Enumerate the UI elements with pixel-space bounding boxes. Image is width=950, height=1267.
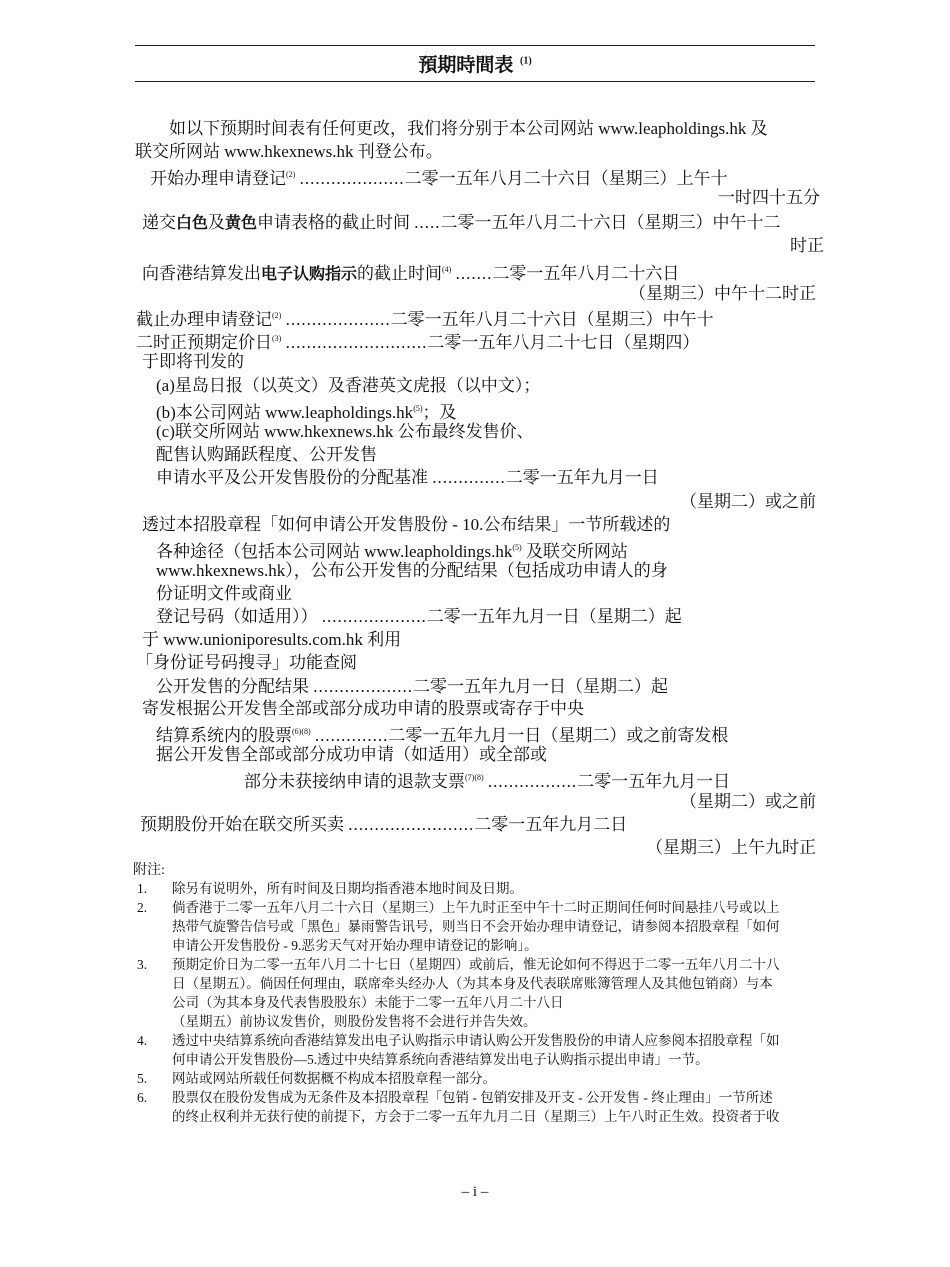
note-line: 预期定价日为二零一五年八月二十七日（星期四）或前后，惟无论如何不得迟于二零一五年八月二十八 xyxy=(172,957,780,972)
note-number: 1. xyxy=(137,881,148,896)
note-line: 的终止权利并无获行使的前提下，方会于二零一五年九月二日（星期三）上午八时正生效。投资者于收 xyxy=(172,1109,780,1124)
note-line: 何申请公开发售股份—5.透过中央结算系统向香港结算发出电子认购指示提出申请」一节。 xyxy=(172,1052,709,1067)
note-number: 4. xyxy=(137,1033,148,1048)
row-dealings-commence-cont: （星期三）上午九时正 xyxy=(646,838,816,857)
page-number: – i – xyxy=(461,1184,489,1200)
note-line: 股票仅在股份发售成为无条件及本招股章程「包销 - 包销安排及开支 - 公开发售 - 终止理由」一节所述 xyxy=(172,1090,773,1105)
row-share-certificates-1: 寄发根据公开发售全部或部分成功申请的股票或寄存于中央 xyxy=(142,699,584,718)
title-text: 預期時間表 xyxy=(418,54,514,76)
note-line: 日（星期五）。倘因任何理由，联席牵头经办人（为其本身及代表联席账簿管理人及其他包销商）与本 xyxy=(172,976,773,991)
row-announcement-a: (a)星岛日报（以英文）及香港英文虎报（以中文）； xyxy=(156,376,541,395)
row-close-application-lists: 截止办理申请登记$^{(2)}$ ....................二零一五年八月二十六日（星期三）中午十 xyxy=(136,310,714,329)
row-price-determination-date: 二时正预期定价日$^{(3)}$ ...........................二零一五年八月二十七日（星期四） xyxy=(136,333,700,352)
row-results-channels-3: www.hkexnews.hk），公布公开发售的分配结果（包括成功申请人的身 xyxy=(156,561,668,580)
note-line: （星期五）前协议发售价，则股份发售将不会进行并告失效。 xyxy=(172,1014,537,1029)
row-id-search-2: 「身份证号码搜寻」功能查阅 xyxy=(136,653,357,672)
row-announcement-d: 配售认购踊跃程度、公开发售 xyxy=(156,445,377,464)
note-number: 5. xyxy=(137,1071,148,1086)
title-bottom-rule xyxy=(135,81,815,82)
note-number: 6. xyxy=(137,1090,148,1105)
row-results-channels-4: 份证明文件或商业 xyxy=(156,584,292,603)
note-number: 3. xyxy=(137,957,148,972)
row-results-channels-5: 登记号码（如适用）） ....................二零一五年九月一日（星期二）起 xyxy=(156,607,682,626)
row-white-yellow-form-deadline: 递交白色及黄色申请表格的截止时间 .....二零一五年八月二十六日（星期三）中午十二 xyxy=(142,213,781,232)
row-eipo-instruction-deadline: 向香港结算发出电子认购指示的截止时间$^{(4)}$ .......二零一五年八月二十六日 xyxy=(142,264,680,283)
row-id-search-3: 公开发售的分配结果 ...................二零一五年九月一日（星期二）起 xyxy=(156,677,668,696)
row-share-certificates-2: 结算系统内的股票$^{(6)(8)}$ ..............二零一五年九月一日（星期二）或之前寄发根 xyxy=(156,726,729,745)
intro-line-2: 联交所网站 www.hkexnews.hk 刊登公布。 xyxy=(135,142,443,161)
intro-line-1: 如以下预期时间表有任何更改，我们将分别于本公司网站 www.leapholdings.hk 及 xyxy=(169,119,768,138)
row-open-application-lists-cont: 一时四十五分 xyxy=(718,188,820,207)
row-white-yellow-form-deadline-cont: 时正 xyxy=(790,236,824,255)
title-footnote-ref: (1) xyxy=(519,55,532,67)
row-allotment-basis-cont: （星期二）或之前 xyxy=(680,492,816,511)
row-id-search-1: 于 www.unioniporesults.com.hk 利用 xyxy=(142,630,402,649)
row-announcement-b: (b)本公司网站 $www.leapholdings.hk^{(5)}$；及 xyxy=(156,403,457,422)
row-allotment-basis: 申请水平及公开发售股份的分配基准 ..............二零一五年九月一日 xyxy=(156,468,659,487)
row-refund-cheques-cont: （星期二）或之前 xyxy=(680,792,816,811)
note-line: 除另有说明外，所有时间及日期均指香港本地时间及日期。 xyxy=(172,881,523,896)
note-line: 网站或网站所载任何数据概不构成本招股章程一部分。 xyxy=(172,1071,496,1086)
row-refund-cheques-1: 据公开发售全部或部分成功申请（如适用）或全部或 xyxy=(156,745,547,764)
note-line: 热带气旋警告信号或「黑色」暴雨警告讯号，则当日不会开始办理申请登记，请参阅本招股章程「如何 xyxy=(172,919,780,934)
row-eipo-instruction-deadline-cont: （星期三）中午十二时正 xyxy=(629,284,816,303)
notes-heading: 附注: xyxy=(133,863,165,878)
intro-paragraph xyxy=(135,117,825,163)
row-announcement-intro: 于即将刊发的 xyxy=(142,352,244,371)
note-line: 透过中央结算系统向香港结算发出电子认购指示申请认购公开发售股份的申请人应参阅本招股章程「如 xyxy=(172,1033,780,1048)
top-rule xyxy=(135,45,815,46)
note-number: 2. xyxy=(137,900,148,915)
note-line: 申请公开发售股份 - 9.恶劣天气对开始办理申请登记的影响」。 xyxy=(172,938,538,953)
row-results-channels-1: 透过本招股章程「如何申请公开发售股份 - 10.公布结果」一节所载述的 xyxy=(142,515,671,534)
note-line: 公司（为其本身及代表售股股东）未能于二零一五年八月二十八日 xyxy=(172,995,564,1010)
row-dealings-commence: 预期股份开始在联交所买卖 ........................二零一五年九月二日 xyxy=(140,815,628,834)
row-announcement-c: (c)联交所网站 www.hkexnews.hk 公布最终发售价、 xyxy=(156,422,534,441)
page-title xyxy=(135,50,815,77)
row-refund-cheques-2: 部分未获接纳申请的退款支票$^{(7)(8)}$ .................二零一五年九月一日 xyxy=(244,772,731,791)
row-results-channels-2: 各种途径（包括本公司网站 $www.leapholdings.hk^{(5)}$ 及联交所网站 xyxy=(156,542,628,561)
row-open-application-lists: 开始办理申请登记$^{(2)}$ ....................二零一五年八月二十六日（星期三）上午十 xyxy=(150,169,728,188)
note-line: 倘香港于二零一五年八月二十六日（星期三）上午九时正至中午十二时正期间任何时间悬挂八号或以上 xyxy=(172,900,780,915)
